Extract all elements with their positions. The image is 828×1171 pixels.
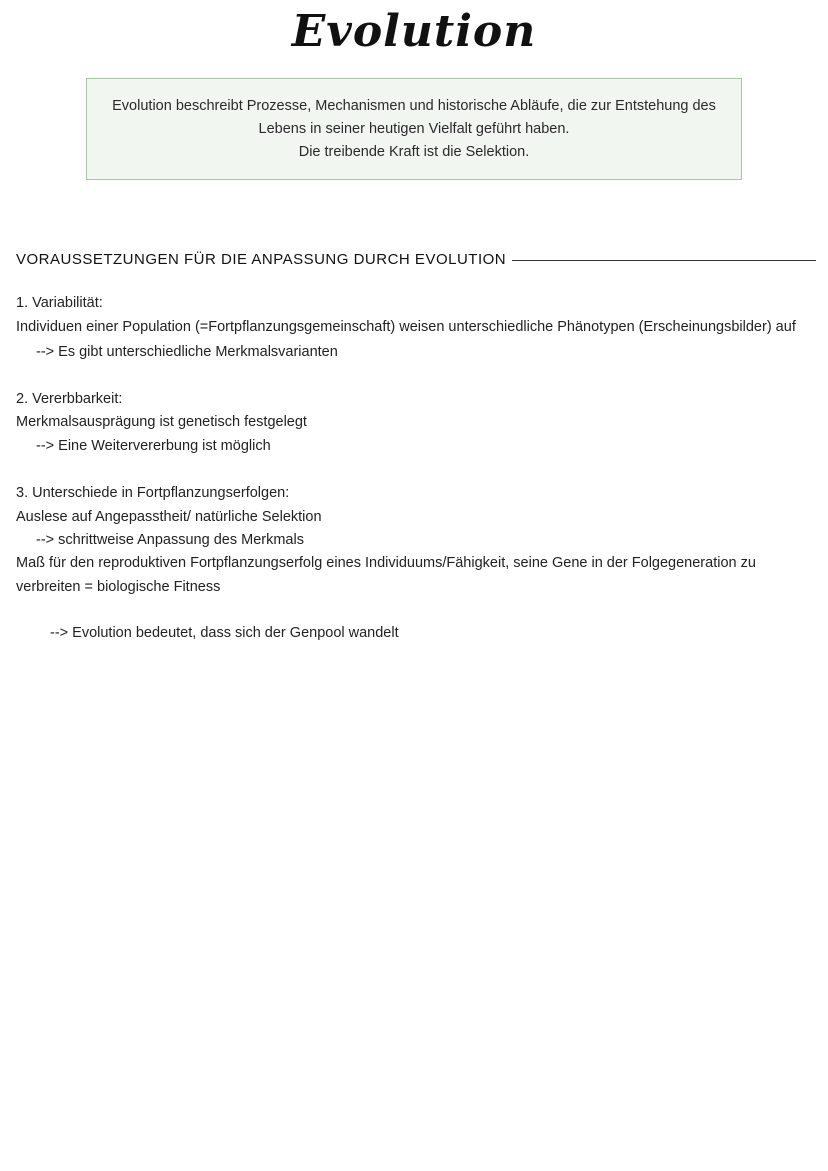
- variabilitaet-text: Individuen einer Population (=Fortpflanzungsgemeinschaft) weisen unterschiedliche Phänotypen (Erscheinungsbilder) auf: [16, 319, 796, 335]
- intro-line-1: Evolution beschreibt Prozesse, Mechanismen und historische Abläufe, die zur Entstehung des: [112, 98, 716, 114]
- section-heading: [16, 248, 816, 270]
- intro-line-2: Lebens in seiner heutigen Vielfalt geführt haben.: [258, 121, 570, 137]
- fitness-line-2: verbreiten = biologische Fitness: [16, 579, 221, 595]
- intro-line-3: Die treibende Kraft ist die Selektion.: [298, 144, 530, 160]
- variabilitaet-arrow: --> Es gibt unterschiedliche Merkmalsvarianten: [36, 344, 338, 360]
- section-divider: [512, 260, 816, 261]
- fitness-line-1: Maß für den reproduktiven Fortpflanzungserfolg eines Individuums/Fähigkeit, seine Gene in der Folgegeneration zu: [16, 555, 756, 571]
- vererbbarkeit-heading: 2. Vererbbarkeit:: [16, 391, 123, 407]
- vererbbarkeit-text: Merkmalsausprägung ist genetisch festgelegt: [16, 414, 307, 430]
- page-title: Evolution: [291, 6, 537, 57]
- section-heading-text: VORAUSSETZUNGEN FÜR DIE ANPASSUNG DURCH EVOLUTION: [16, 250, 507, 268]
- variabilitaet-heading: 1. Variabilität:: [16, 295, 103, 311]
- fortpflanzung-heading: 3. Unterschiede in Fortpflanzungserfolgen:: [16, 485, 290, 501]
- vererbbarkeit-arrow: --> Eine Weitervererbung ist möglich: [36, 438, 271, 454]
- intro-box: [86, 78, 742, 180]
- fortpflanzung-text: Auslese auf Angepasstheit/ natürliche Selektion: [16, 509, 322, 525]
- conclusion: --> Evolution bedeutet, dass sich der Genpool wandelt: [50, 625, 399, 641]
- fortpflanzung-arrow: --> schrittweise Anpassung des Merkmals: [36, 532, 304, 548]
